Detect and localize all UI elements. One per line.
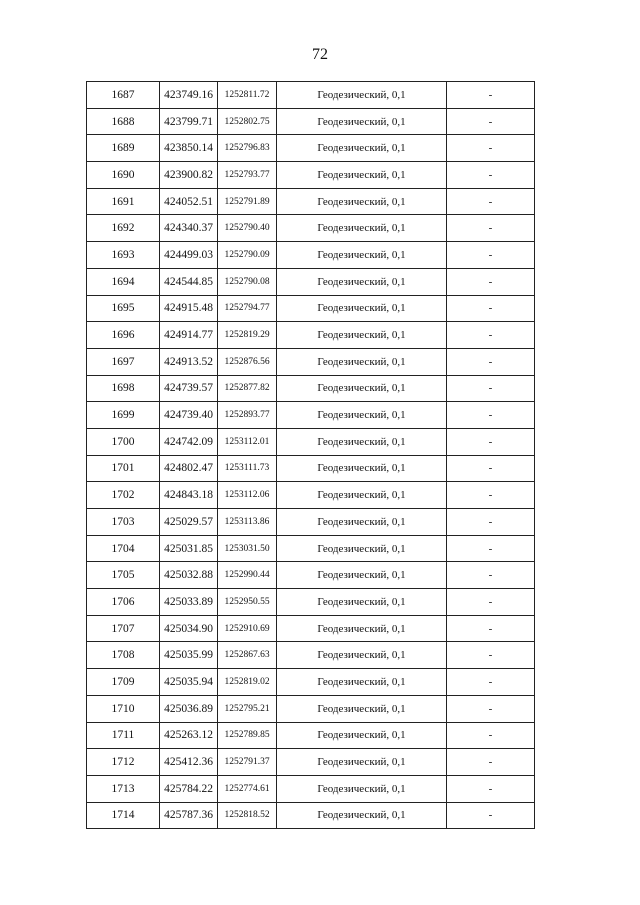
description-cell: - (447, 295, 535, 322)
method-accuracy-cell: Геодезический, 0,1 (277, 722, 447, 749)
method-accuracy-cell: Геодезический, 0,1 (277, 242, 447, 269)
description-cell: - (447, 322, 535, 349)
table-row (87, 775, 535, 802)
x-coordinate-cell: 423900.82 (160, 162, 218, 189)
point-number-cell: 1688 (87, 108, 160, 135)
x-coordinate-cell: 425034.90 (160, 615, 218, 642)
point-number-cell: 1706 (87, 589, 160, 616)
y-coordinate-cell: 1252791.89 (218, 188, 277, 215)
description-cell: - (447, 455, 535, 482)
table-row (87, 722, 535, 749)
description-cell: - (447, 509, 535, 536)
y-coordinate-cell: 1252790.08 (218, 268, 277, 295)
description-cell: - (447, 135, 535, 162)
point-number-cell: 1700 (87, 428, 160, 455)
table-row (87, 108, 535, 135)
y-coordinate-cell: 1252794.77 (218, 295, 277, 322)
x-coordinate-cell: 424052.51 (160, 188, 218, 215)
description-cell: - (447, 428, 535, 455)
description-cell: - (447, 669, 535, 696)
method-accuracy-cell: Геодезический, 0,1 (277, 562, 447, 589)
y-coordinate-cell: 1252910.69 (218, 615, 277, 642)
y-coordinate-cell: 1252791.37 (218, 749, 277, 776)
y-coordinate-cell: 1253112.01 (218, 428, 277, 455)
table-row (87, 749, 535, 776)
x-coordinate-cell: 423799.71 (160, 108, 218, 135)
point-number-cell: 1714 (87, 802, 160, 829)
table-row (87, 455, 535, 482)
x-coordinate-cell: 424843.18 (160, 482, 218, 509)
y-coordinate-cell: 1253031.50 (218, 535, 277, 562)
description-cell: - (447, 482, 535, 509)
x-coordinate-cell: 424340.37 (160, 215, 218, 242)
table-row (87, 482, 535, 509)
table-row (87, 348, 535, 375)
table-row (87, 642, 535, 669)
x-coordinate-cell: 424802.47 (160, 455, 218, 482)
y-coordinate-cell: 1252876.56 (218, 348, 277, 375)
point-number-cell: 1692 (87, 215, 160, 242)
point-number-cell: 1705 (87, 562, 160, 589)
point-number-cell: 1713 (87, 775, 160, 802)
description-cell: - (447, 162, 535, 189)
table-row (87, 82, 535, 109)
method-accuracy-cell: Геодезический, 0,1 (277, 802, 447, 829)
table-row (87, 322, 535, 349)
point-number-cell: 1694 (87, 268, 160, 295)
description-cell: - (447, 268, 535, 295)
y-coordinate-cell: 1252893.77 (218, 402, 277, 429)
method-accuracy-cell: Геодезический, 0,1 (277, 295, 447, 322)
coordinates-table (86, 81, 535, 829)
y-coordinate-cell: 1252877.82 (218, 375, 277, 402)
point-number-cell: 1701 (87, 455, 160, 482)
x-coordinate-cell: 425263.12 (160, 722, 218, 749)
y-coordinate-cell: 1252774.61 (218, 775, 277, 802)
point-number-cell: 1710 (87, 695, 160, 722)
description-cell: - (447, 749, 535, 776)
point-number-cell: 1696 (87, 322, 160, 349)
x-coordinate-cell: 425787.36 (160, 802, 218, 829)
y-coordinate-cell: 1252796.83 (218, 135, 277, 162)
point-number-cell: 1708 (87, 642, 160, 669)
y-coordinate-cell: 1252819.02 (218, 669, 277, 696)
method-accuracy-cell: Геодезический, 0,1 (277, 455, 447, 482)
method-accuracy-cell: Геодезический, 0,1 (277, 188, 447, 215)
point-number-cell: 1687 (87, 82, 160, 109)
point-number-cell: 1702 (87, 482, 160, 509)
table-row (87, 589, 535, 616)
table-row (87, 562, 535, 589)
x-coordinate-cell: 425031.85 (160, 535, 218, 562)
x-coordinate-cell: 423749.16 (160, 82, 218, 109)
page-number: 72 (312, 46, 328, 63)
method-accuracy-cell: Геодезический, 0,1 (277, 108, 447, 135)
y-coordinate-cell: 1252819.29 (218, 322, 277, 349)
point-number-cell: 1712 (87, 749, 160, 776)
method-accuracy-cell: Геодезический, 0,1 (277, 589, 447, 616)
description-cell: - (447, 402, 535, 429)
method-accuracy-cell: Геодезический, 0,1 (277, 428, 447, 455)
x-coordinate-cell: 424544.85 (160, 268, 218, 295)
point-number-cell: 1704 (87, 535, 160, 562)
table-row (87, 402, 535, 429)
method-accuracy-cell: Геодезический, 0,1 (277, 215, 447, 242)
point-number-cell: 1695 (87, 295, 160, 322)
table-row (87, 375, 535, 402)
x-coordinate-cell: 424914.77 (160, 322, 218, 349)
table-row (87, 135, 535, 162)
x-coordinate-cell: 423850.14 (160, 135, 218, 162)
description-cell: - (447, 82, 535, 109)
description-cell: - (447, 215, 535, 242)
point-number-cell: 1709 (87, 669, 160, 696)
y-coordinate-cell: 1252802.75 (218, 108, 277, 135)
table-row (87, 535, 535, 562)
table-row (87, 162, 535, 189)
method-accuracy-cell: Геодезический, 0,1 (277, 375, 447, 402)
x-coordinate-cell: 424499.03 (160, 242, 218, 269)
point-number-cell: 1697 (87, 348, 160, 375)
x-coordinate-cell: 424742.09 (160, 428, 218, 455)
description-cell: - (447, 535, 535, 562)
description-cell: - (447, 802, 535, 829)
method-accuracy-cell: Геодезический, 0,1 (277, 162, 447, 189)
point-number-cell: 1707 (87, 615, 160, 642)
description-cell: - (447, 775, 535, 802)
method-accuracy-cell: Геодезический, 0,1 (277, 695, 447, 722)
method-accuracy-cell: Геодезический, 0,1 (277, 535, 447, 562)
x-coordinate-cell: 425036.89 (160, 695, 218, 722)
method-accuracy-cell: Геодезический, 0,1 (277, 268, 447, 295)
y-coordinate-cell: 1252795.21 (218, 695, 277, 722)
y-coordinate-cell: 1253113.86 (218, 509, 277, 536)
description-cell: - (447, 615, 535, 642)
table-row (87, 695, 535, 722)
description-cell: - (447, 642, 535, 669)
x-coordinate-cell: 424913.52 (160, 348, 218, 375)
method-accuracy-cell: Геодезический, 0,1 (277, 348, 447, 375)
x-coordinate-cell: 424915.48 (160, 295, 218, 322)
coordinates-table-body (87, 82, 535, 829)
description-cell: - (447, 695, 535, 722)
method-accuracy-cell: Геодезический, 0,1 (277, 749, 447, 776)
point-number-cell: 1693 (87, 242, 160, 269)
table-row (87, 615, 535, 642)
x-coordinate-cell: 425032.88 (160, 562, 218, 589)
method-accuracy-cell: Геодезический, 0,1 (277, 615, 447, 642)
point-number-cell: 1698 (87, 375, 160, 402)
x-coordinate-cell: 425035.99 (160, 642, 218, 669)
description-cell: - (447, 562, 535, 589)
method-accuracy-cell: Геодезический, 0,1 (277, 509, 447, 536)
y-coordinate-cell: 1252950.55 (218, 589, 277, 616)
description-cell: - (447, 722, 535, 749)
x-coordinate-cell: 425035.94 (160, 669, 218, 696)
table-row (87, 242, 535, 269)
point-number-cell: 1711 (87, 722, 160, 749)
method-accuracy-cell: Геодезический, 0,1 (277, 402, 447, 429)
x-coordinate-cell: 425412.36 (160, 749, 218, 776)
table-row (87, 295, 535, 322)
description-cell: - (447, 188, 535, 215)
table-row (87, 215, 535, 242)
table-row (87, 428, 535, 455)
table-row (87, 509, 535, 536)
point-number-cell: 1690 (87, 162, 160, 189)
x-coordinate-cell: 425029.57 (160, 509, 218, 536)
method-accuracy-cell: Геодезический, 0,1 (277, 82, 447, 109)
method-accuracy-cell: Геодезический, 0,1 (277, 669, 447, 696)
description-cell: - (447, 242, 535, 269)
method-accuracy-cell: Геодезический, 0,1 (277, 135, 447, 162)
table-row (87, 268, 535, 295)
point-number-cell: 1691 (87, 188, 160, 215)
point-number-cell: 1699 (87, 402, 160, 429)
method-accuracy-cell: Геодезический, 0,1 (277, 642, 447, 669)
description-cell: - (447, 348, 535, 375)
y-coordinate-cell: 1253112.06 (218, 482, 277, 509)
y-coordinate-cell: 1252789.85 (218, 722, 277, 749)
point-number-cell: 1689 (87, 135, 160, 162)
method-accuracy-cell: Геодезический, 0,1 (277, 482, 447, 509)
x-coordinate-cell: 425033.89 (160, 589, 218, 616)
x-coordinate-cell: 424739.57 (160, 375, 218, 402)
table-row (87, 669, 535, 696)
y-coordinate-cell: 1252990.44 (218, 562, 277, 589)
method-accuracy-cell: Геодезический, 0,1 (277, 322, 447, 349)
y-coordinate-cell: 1252867.63 (218, 642, 277, 669)
description-cell: - (447, 589, 535, 616)
y-coordinate-cell: 1252811.72 (218, 82, 277, 109)
method-accuracy-cell: Геодезический, 0,1 (277, 775, 447, 802)
description-cell: - (447, 375, 535, 402)
y-coordinate-cell: 1252790.09 (218, 242, 277, 269)
description-cell: - (447, 108, 535, 135)
y-coordinate-cell: 1252790.40 (218, 215, 277, 242)
y-coordinate-cell: 1253111.73 (218, 455, 277, 482)
x-coordinate-cell: 425784.22 (160, 775, 218, 802)
table-row (87, 188, 535, 215)
x-coordinate-cell: 424739.40 (160, 402, 218, 429)
y-coordinate-cell: 1252818.52 (218, 802, 277, 829)
point-number-cell: 1703 (87, 509, 160, 536)
table-row (87, 802, 535, 829)
y-coordinate-cell: 1252793.77 (218, 162, 277, 189)
